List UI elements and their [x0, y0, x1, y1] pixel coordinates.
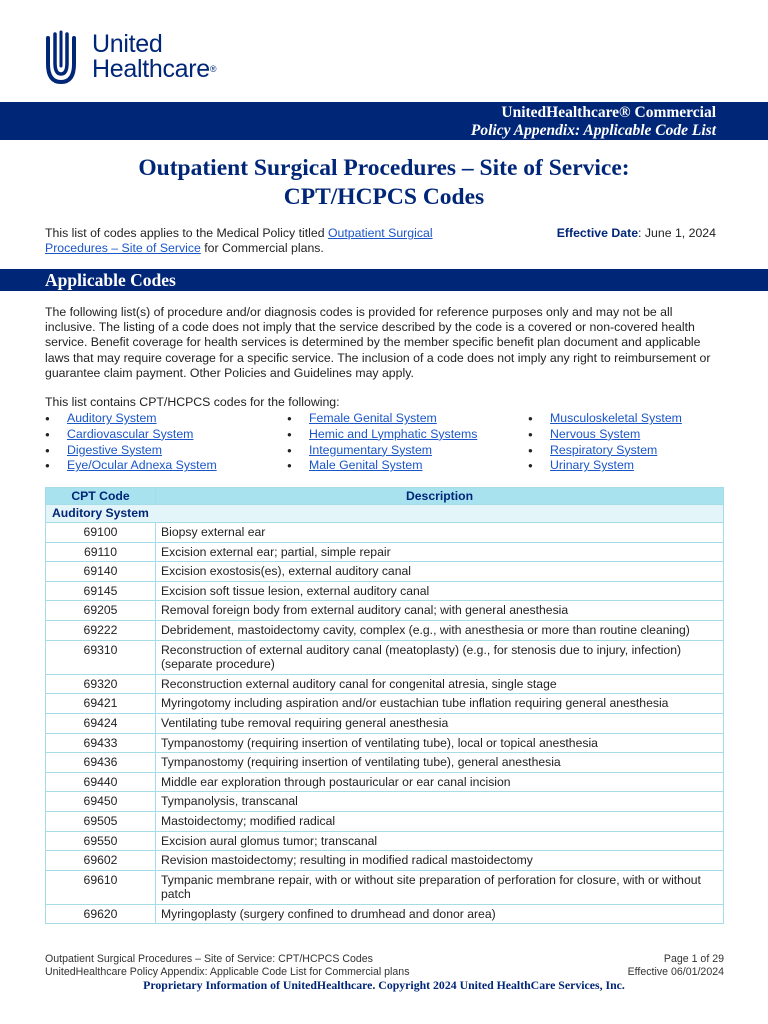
- list-item: [287, 427, 477, 443]
- table-row: [46, 542, 724, 562]
- footer-document-title: Outpatient Surgical Procedures – Site of Service: CPT/HCPCS Codes: [45, 953, 373, 965]
- description-cell: Tympanic membrane repair, with or without site preparation of perforation for closure, with or without patch: [156, 870, 724, 904]
- table-row: [46, 581, 724, 601]
- unitedhealthcare-logo: [44, 30, 244, 90]
- table-row: [46, 694, 724, 714]
- table-row: [46, 811, 724, 831]
- banner-line-2: Policy Appendix: Applicable Code List: [470, 122, 716, 139]
- logo-line-1: United: [92, 30, 163, 58]
- table-row: [46, 674, 724, 694]
- table-row: [46, 523, 724, 543]
- description-cell: Middle ear exploration through postauricular or ear canal incision: [156, 772, 724, 792]
- musculoskeletal-system-link[interactable]: Musculoskeletal System: [550, 411, 682, 425]
- codes-table: [45, 487, 724, 924]
- description-cell: Tympanostomy (requiring insertion of ventilating tube), local or topical anesthesia: [156, 733, 724, 753]
- cpt-code-cell: 69550: [46, 831, 156, 851]
- effective-date: [557, 226, 716, 241]
- header-banner: [0, 102, 768, 140]
- cpt-code-cell: 69602: [46, 851, 156, 871]
- logo-wordmark: [92, 32, 216, 82]
- integumentary-system-link[interactable]: Integumentary System: [309, 442, 433, 457]
- list-item: [45, 443, 217, 459]
- description-cell: Biopsy external ear: [156, 523, 724, 543]
- cpt-code-cell: 69433: [46, 733, 156, 753]
- table-row: [46, 713, 724, 733]
- description-cell: Debridement, mastoidectomy cavity, complex (e.g., with anesthesia or more than routine cleaning): [156, 620, 724, 640]
- female-genital-system-link[interactable]: Female Genital System: [309, 411, 437, 425]
- table-row: [46, 772, 724, 792]
- list-item: [287, 411, 477, 427]
- table-row: [46, 753, 724, 773]
- table-header-row: [46, 488, 724, 505]
- male-genital-system-link[interactable]: Male Genital System: [309, 458, 423, 473]
- table-row: [46, 831, 724, 851]
- table-group-row: [46, 505, 724, 523]
- table-row: [46, 640, 724, 674]
- footer-right: [628, 953, 724, 978]
- table-row: [46, 562, 724, 582]
- table-row: [46, 733, 724, 753]
- page-title: [0, 154, 768, 212]
- page-number: Page 1 of 29: [663, 953, 724, 965]
- intro-text: [45, 226, 475, 256]
- medical-policy-link[interactable]: Outpatient Surgical Procedures – Site of Service: [45, 226, 433, 255]
- cardiovascular-system-link[interactable]: Cardiovascular System: [67, 426, 194, 441]
- description-cell: Excision exostosis(es), external auditory canal: [156, 562, 724, 582]
- title-line-2: CPT/HCPCS Codes: [283, 184, 485, 210]
- description-cell: Revision mastoidectomy; resulting in modified radical mastoidectomy: [156, 851, 724, 871]
- cpt-code-cell: 69610: [46, 870, 156, 904]
- footer-effective-date: Effective 06/01/2024: [627, 965, 724, 978]
- description-cell: Tympanostomy (requiring insertion of ventilating tube), general anesthesia: [156, 753, 724, 773]
- list-item: [528, 458, 682, 474]
- table-row: [46, 904, 724, 924]
- logo-line-2: Healthcare: [92, 55, 210, 83]
- list-intro: This list contains CPT/HCPCS codes for the following:: [45, 395, 340, 409]
- description-cell: Excision aural glomus tumor; transcanal: [156, 831, 724, 851]
- list-item: [528, 427, 682, 443]
- description-cell: Excision external ear; partial, simple repair: [156, 542, 724, 562]
- description-cell: Excision soft tissue lesion, external auditory canal: [156, 581, 724, 601]
- list-item: [287, 443, 477, 459]
- cpt-code-cell: 69440: [46, 772, 156, 792]
- table-row: [46, 601, 724, 621]
- description-cell: Reconstruction external auditory canal for congenital atresia, single stage: [156, 674, 724, 694]
- table-row: [46, 851, 724, 871]
- logo-registered-mark: ®: [209, 64, 217, 74]
- description-cell: Ventilating tube removal requiring general anesthesia: [156, 713, 724, 733]
- intro-prefix: This list of codes applies to the Medical Policy titled: [45, 226, 328, 240]
- table-row: [46, 870, 724, 904]
- systems-list-column-2: [287, 411, 477, 474]
- list-item: [45, 458, 217, 474]
- table-row: [46, 792, 724, 812]
- table-row: [46, 620, 724, 640]
- cpt-code-cell: 69505: [46, 811, 156, 831]
- systems-list-column-3: [528, 411, 682, 474]
- cpt-code-cell: 69205: [46, 601, 156, 621]
- eye-ocular-adnexa-system-link[interactable]: Eye/Ocular Adnexa System: [67, 458, 217, 473]
- footer-appendix-title: UnitedHealthcare Policy Appendix: Applicable Code List for Commercial plans: [45, 965, 410, 978]
- cpt-code-cell: 69620: [46, 904, 156, 924]
- nervous-system-link[interactable]: Nervous System: [550, 426, 641, 441]
- cpt-code-cell: 69145: [46, 581, 156, 601]
- description-cell: Tympanolysis, transcanal: [156, 792, 724, 812]
- list-item: [45, 427, 217, 443]
- cpt-code-cell: 69100: [46, 523, 156, 543]
- disclaimer-paragraph: The following list(s) of procedure and/or diagnosis codes is provided for reference purposes only and may not be all inclusive. The listing of a code does not imply that the service described by the code is a covered or non-covered health service. Benefit coverage for health services is determined by the member specific benefit plan document and applicable laws that may require coverage for a specific service. The inclusion of a code does not imply any right to reimbursement or guarantee claim payment. Other Policies and Guidelines may apply.: [45, 305, 711, 380]
- urinary-system-link[interactable]: Urinary System: [550, 458, 635, 473]
- effective-date-value: : June 1, 2024: [638, 226, 716, 240]
- list-item: [528, 411, 682, 427]
- footer-left: [45, 953, 410, 978]
- respiratory-system-link[interactable]: Respiratory System: [550, 442, 658, 457]
- cpt-code-cell: 69436: [46, 753, 156, 773]
- title-line-1: Outpatient Surgical Procedures – Site of Service:: [138, 155, 630, 181]
- systems-list-column-1: [45, 411, 217, 474]
- effective-date-label: Effective Date: [556, 226, 639, 240]
- description-cell: Mastoidectomy; modified radical: [156, 811, 724, 831]
- description-cell: Myringotomy including aspiration and/or eustachian tube inflation requiring general anesthesia: [156, 694, 724, 714]
- group-label-auditory-system: Auditory System: [46, 505, 724, 523]
- list-item: [45, 411, 217, 427]
- cpt-code-cell: 69222: [46, 620, 156, 640]
- description-cell: Myringoplasty (surgery confined to drumhead and donor area): [156, 904, 724, 924]
- cpt-code-cell: 69310: [46, 640, 156, 674]
- united-healthcare-u-icon: [44, 30, 78, 86]
- banner-line-1: UnitedHealthcare® Commercial: [501, 104, 716, 121]
- description-cell: Removal foreign body from external auditory canal; with general anesthesia: [156, 601, 724, 621]
- column-header-description: Description: [156, 488, 724, 505]
- auditory-system-link[interactable]: Auditory System: [67, 411, 157, 425]
- section-heading-applicable-codes: Applicable Codes: [0, 269, 768, 291]
- description-cell: Reconstruction of external auditory canal (meatoplasty) (e.g., for stenosis due to injury, infection) (separate procedure): [156, 640, 724, 674]
- cpt-code-cell: 69140: [46, 562, 156, 582]
- list-item: [287, 458, 477, 474]
- cpt-code-cell: 69320: [46, 674, 156, 694]
- digestive-system-link[interactable]: Digestive System: [67, 442, 162, 457]
- cpt-code-cell: 69110: [46, 542, 156, 562]
- column-header-cpt-code: CPT Code: [46, 488, 156, 505]
- hemic-lymphatic-systems-link[interactable]: Hemic and Lymphatic Systems: [309, 426, 478, 441]
- list-item: [528, 443, 682, 459]
- cpt-code-cell: 69421: [46, 694, 156, 714]
- cpt-code-cell: 69424: [46, 713, 156, 733]
- copyright-notice: Proprietary Information of UnitedHealthcare. Copyright 2024 United HealthCare Services, Inc.: [143, 978, 625, 992]
- intro-suffix: for Commercial plans.: [200, 241, 324, 255]
- cpt-code-cell: 69450: [46, 792, 156, 812]
